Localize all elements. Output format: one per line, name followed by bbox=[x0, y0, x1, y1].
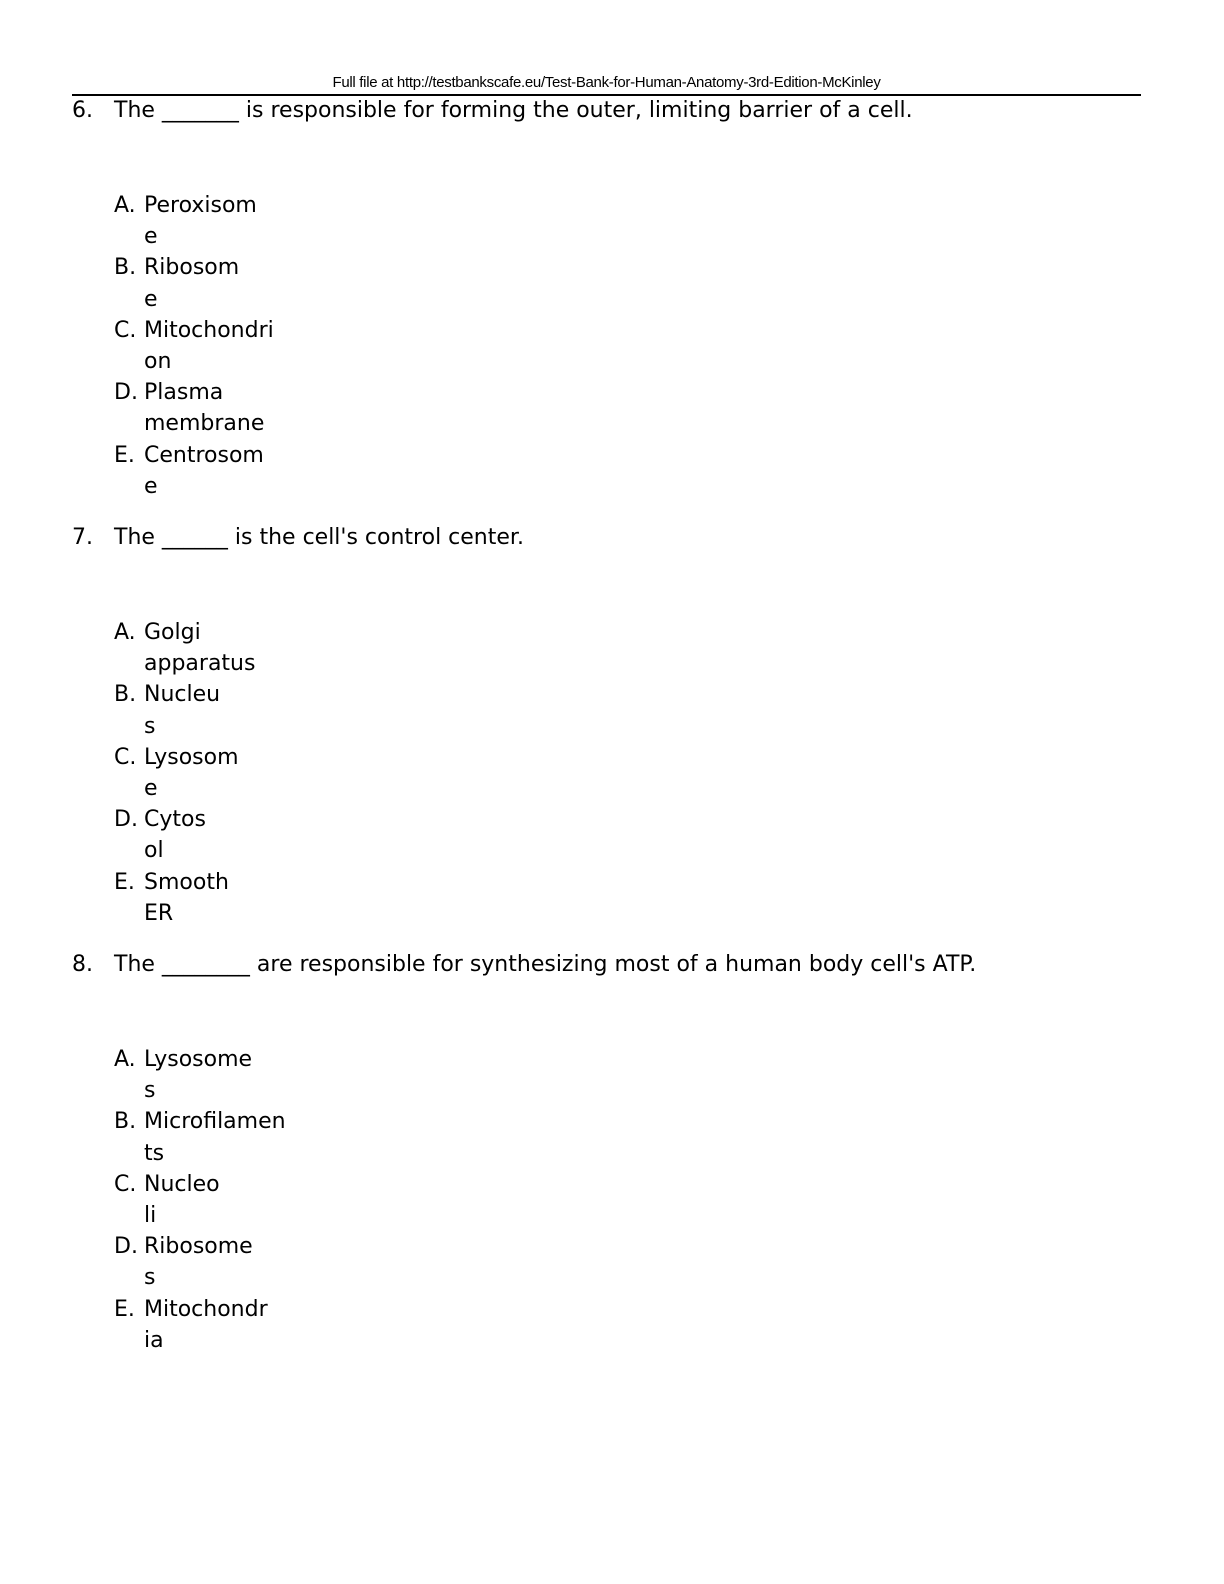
question-number: 7. bbox=[72, 525, 93, 550]
answer-option-a bbox=[114, 190, 354, 252]
answer-option-d bbox=[114, 804, 354, 866]
option-letter: C. bbox=[114, 1171, 137, 1197]
option-text-wrap: s bbox=[144, 1265, 156, 1291]
answer-options bbox=[114, 190, 354, 502]
answer-option-e bbox=[114, 1294, 354, 1356]
answer-options bbox=[114, 1044, 354, 1356]
option-text-wrap: s bbox=[144, 1078, 156, 1104]
option-text-wrap: ia bbox=[144, 1327, 164, 1353]
option-letter: B. bbox=[114, 1109, 137, 1135]
answer-option-c bbox=[114, 1169, 354, 1231]
option-text-wrap: e bbox=[144, 776, 158, 802]
option-letter: A. bbox=[114, 1047, 136, 1072]
option-text: Golgi bbox=[144, 620, 201, 645]
option-text: Microfilamen bbox=[144, 1109, 286, 1135]
option-text: Cytos bbox=[144, 807, 206, 833]
question-text: The ______ is the cell's control center. bbox=[114, 525, 524, 550]
question-text: The ________ are responsible for synthesizing most of a human body cell's ATP. bbox=[114, 952, 977, 977]
option-text-wrap: e bbox=[144, 286, 158, 312]
option-letter: D. bbox=[114, 1234, 138, 1260]
option-text-wrap: li bbox=[144, 1203, 157, 1229]
option-letter: E. bbox=[114, 869, 135, 895]
option-letter: A. bbox=[114, 193, 136, 218]
option-text: Mitochondr bbox=[144, 1296, 268, 1322]
option-text-wrap: e bbox=[144, 224, 158, 250]
answer-option-e bbox=[114, 440, 354, 502]
question-text: The _______ is responsible for forming the outer, limiting barrier of a cell. bbox=[114, 98, 913, 123]
option-text-wrap: apparatus bbox=[144, 651, 256, 677]
option-letter: B. bbox=[114, 255, 137, 281]
option-text: Smooth bbox=[144, 869, 229, 895]
option-text-wrap: e bbox=[144, 473, 158, 499]
answer-option-b bbox=[114, 1106, 354, 1168]
header-text: Full file at http://testbankscafe.eu/Test-Bank-for-Human-Anatomy-3rd-Edition-McKinley bbox=[332, 74, 881, 91]
option-text: Ribosome bbox=[144, 1234, 253, 1260]
option-text: Ribosom bbox=[144, 255, 240, 281]
option-text-wrap: on bbox=[144, 349, 172, 375]
option-letter: E. bbox=[114, 442, 135, 468]
answer-option-a bbox=[114, 1044, 354, 1106]
option-letter: B. bbox=[114, 682, 137, 708]
answer-options bbox=[114, 617, 354, 929]
option-letter: E. bbox=[114, 1296, 135, 1322]
option-letter: A. bbox=[114, 620, 136, 645]
option-text-wrap: ol bbox=[144, 838, 164, 864]
answer-option-e bbox=[114, 867, 354, 929]
answer-option-c bbox=[114, 315, 354, 377]
option-text-wrap: ER bbox=[144, 900, 174, 926]
option-letter: C. bbox=[114, 317, 137, 343]
answer-option-b bbox=[114, 252, 354, 314]
option-text-wrap: s bbox=[144, 713, 156, 739]
option-text: Plasma bbox=[144, 380, 224, 406]
option-text: Lysosome bbox=[144, 1047, 253, 1072]
option-text: Mitochondri bbox=[144, 317, 274, 343]
option-letter: D. bbox=[114, 380, 138, 406]
option-letter: C. bbox=[114, 744, 137, 770]
question-number: 8. bbox=[72, 952, 93, 977]
question-number: 6. bbox=[72, 98, 93, 123]
option-text-wrap: membrane bbox=[144, 411, 265, 437]
option-text-wrap: ts bbox=[144, 1140, 165, 1166]
option-text: Peroxisom bbox=[144, 193, 257, 218]
option-text: Nucleu bbox=[144, 682, 221, 708]
option-text: Nucleo bbox=[144, 1171, 220, 1197]
answer-option-d bbox=[114, 1231, 354, 1293]
page-header bbox=[72, 72, 1141, 96]
answer-option-b bbox=[114, 679, 354, 741]
option-text: Centrosom bbox=[144, 442, 264, 468]
option-text: Lysosom bbox=[144, 744, 239, 770]
answer-option-c bbox=[114, 742, 354, 804]
answer-option-d bbox=[114, 377, 354, 439]
answer-option-a bbox=[114, 617, 354, 679]
option-letter: D. bbox=[114, 807, 138, 833]
